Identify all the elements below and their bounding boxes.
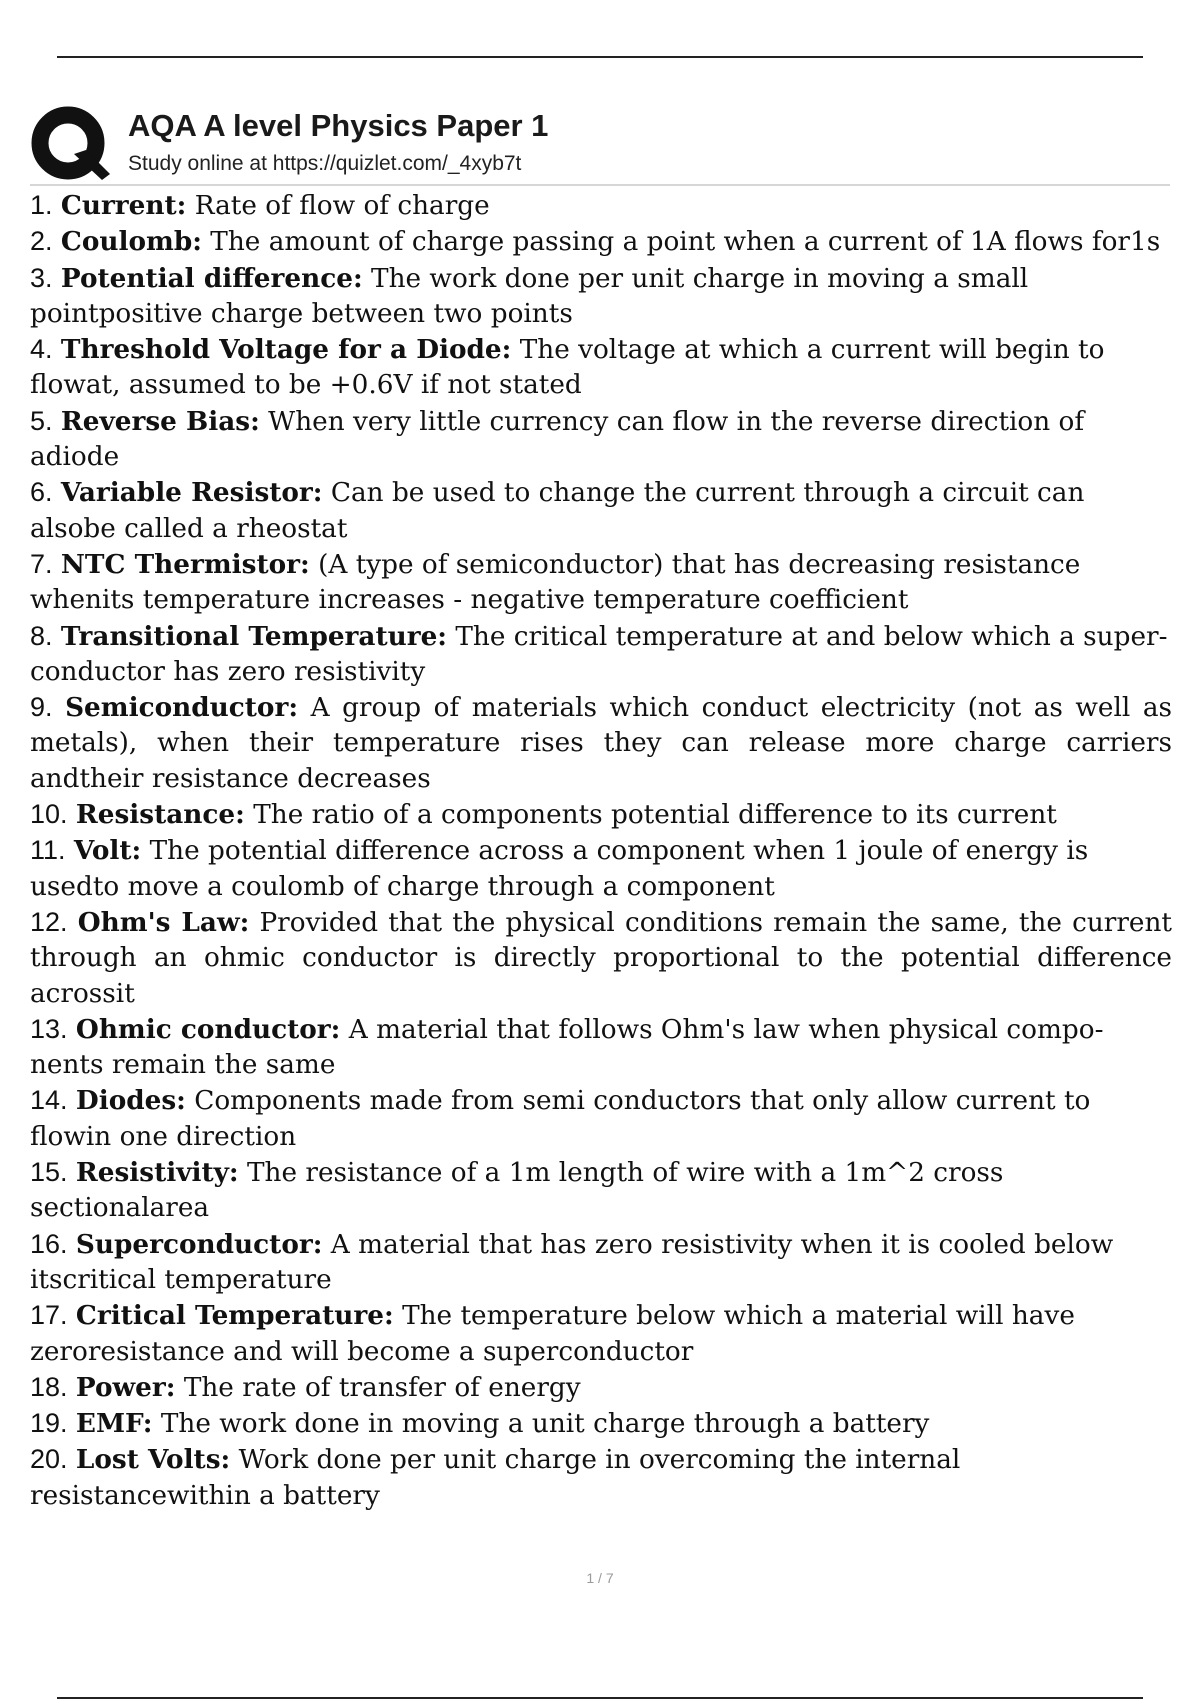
term-number: 15. [30, 1157, 68, 1188]
term-name: Semiconductor: [65, 692, 299, 724]
study-online-link[interactable]: Study online at https://quizlet.com/_4xyb7t [128, 152, 522, 175]
term-definition: A material that follows Ohm's law when physical compo-nents remain the same [30, 1014, 1104, 1081]
term-definition: (A type of semiconductor) that has decreasing resistance whenits temperature increases - negative temperature coefficient [30, 549, 1081, 616]
term-number: 17. [30, 1300, 68, 1331]
term-definition: Work done per unit charge in overcoming the internal resistancewithin a battery [30, 1445, 961, 1511]
term-definition: When very little currency can flow in the reverse direction of adiode [30, 406, 1085, 473]
term-number: 13. [30, 1013, 68, 1044]
term-definition: A material that has zero resistivity when it is cooled below itscritical temperature [30, 1229, 1114, 1295]
term-name: Resistivity: [75, 1157, 239, 1189]
term-definition: Rate of flow of charge [194, 191, 490, 221]
term-definition: The temperature below which a material will have zeroresistance and will become a superconductor [30, 1301, 1075, 1367]
term-item [30, 1298, 1172, 1370]
term-item [30, 833, 1172, 905]
term-name: Critical Temperature: [75, 1300, 394, 1332]
term-definition: Provided that the physical conditions remain the same, the current through an ohmic conductor is directly proportional to the potential difference acrossit [30, 907, 1172, 1009]
term-number: 7. [30, 548, 53, 579]
term-definition: Components made from semi conductors that only allow current to flowin one direction [30, 1086, 1091, 1152]
term-item [30, 1442, 1172, 1514]
term-item [30, 619, 1172, 691]
term-number: 9. [30, 692, 53, 723]
term-name: NTC Thermistor: [60, 548, 310, 580]
term-number: 5. [30, 405, 53, 436]
term-number: 20. [30, 1444, 68, 1475]
term-definition: The work done per unit charge in moving a small pointpositive charge between two points [30, 263, 1029, 329]
term-item [30, 905, 1172, 1012]
term-definition: Can be used to change the current through a circuit can alsobe called a rheostat [30, 478, 1085, 544]
term-number: 11. [30, 835, 66, 866]
term-definition: The ratio of a components potential difference to its current [253, 800, 1057, 831]
term-number: 19. [30, 1408, 68, 1439]
term-number: 14. [30, 1085, 68, 1116]
term-definition: The rate of transfer of energy [183, 1372, 581, 1403]
term-name: Current: [60, 190, 187, 221]
term-definition: The resistance of a 1m length of wire with a 1m^2 cross sectionalarea [30, 1158, 1004, 1224]
term-item [30, 690, 1172, 797]
term-item [30, 1370, 1172, 1406]
term-item [30, 261, 1172, 333]
term-name: Reverse Bias: [60, 405, 260, 437]
term-name: Lost Volts: [75, 1444, 231, 1476]
term-definition: The critical temperature at and below which a super-conductor has zero resistivity [30, 621, 1168, 687]
document-title: AQA A level Physics Paper 1 [128, 108, 549, 143]
term-item [30, 1155, 1172, 1227]
term-definition: The potential difference across a component when 1 joule of energy is usedto move a coulomb of charge through a component [30, 836, 1089, 902]
term-number: 2. [30, 226, 53, 257]
term-number: 3. [30, 262, 53, 293]
term-item [30, 475, 1172, 547]
header-divider [30, 184, 1170, 186]
term-number: 16. [30, 1228, 68, 1259]
term-definition: The amount of charge passing a point when a current of 1A flows for1s [210, 227, 1161, 258]
bottom-rule [57, 1697, 1143, 1699]
term-number: 10. [30, 799, 68, 830]
term-definition: The work done in moving a unit charge through a battery [160, 1409, 930, 1440]
term-number: 6. [30, 477, 53, 508]
term-name: Ohmic conductor: [75, 1013, 341, 1045]
page-number: 1 / 7 [586, 1570, 614, 1586]
term-item [30, 547, 1172, 619]
term-number: 4. [30, 334, 53, 365]
term-name: Potential difference: [60, 262, 363, 294]
term-name: Transitional Temperature: [60, 620, 448, 652]
document-header [30, 104, 1170, 186]
term-name: Ohm's Law: [77, 906, 250, 938]
term-name: EMF: [75, 1408, 153, 1440]
top-rule [57, 56, 1143, 58]
term-item [30, 1012, 1172, 1084]
term-item [30, 797, 1172, 833]
term-name: Diodes: [75, 1085, 186, 1117]
term-item [30, 332, 1172, 404]
term-name: Resistance: [75, 799, 245, 831]
term-name: Threshold Voltage for a Diode: [60, 334, 512, 366]
term-item [30, 188, 1172, 224]
quizlet-q-logo-icon [30, 104, 110, 186]
term-name: Volt: [73, 835, 142, 867]
term-name: Superconductor: [75, 1228, 323, 1260]
term-list [30, 188, 1172, 1514]
term-name: Variable Resistor: [60, 477, 323, 509]
term-item [30, 224, 1172, 260]
term-item [30, 404, 1172, 476]
term-item [30, 1083, 1172, 1155]
term-item [30, 1406, 1172, 1442]
term-item [30, 1227, 1172, 1299]
term-number: 18. [30, 1371, 68, 1402]
term-number: 1. [30, 190, 53, 220]
term-definition: A group of materials which conduct electricity (not as well as metals), when their temperature rises they can release more charge carriers andtheir resistance decreases [30, 693, 1173, 794]
term-number: 12. [30, 906, 68, 937]
term-definition: The voltage at which a current will begin to flowat, assumed to be +0.6V if not stated [30, 335, 1105, 401]
term-number: 8. [30, 620, 53, 651]
term-name: Coulomb: [60, 226, 202, 258]
term-name: Power: [75, 1371, 176, 1403]
